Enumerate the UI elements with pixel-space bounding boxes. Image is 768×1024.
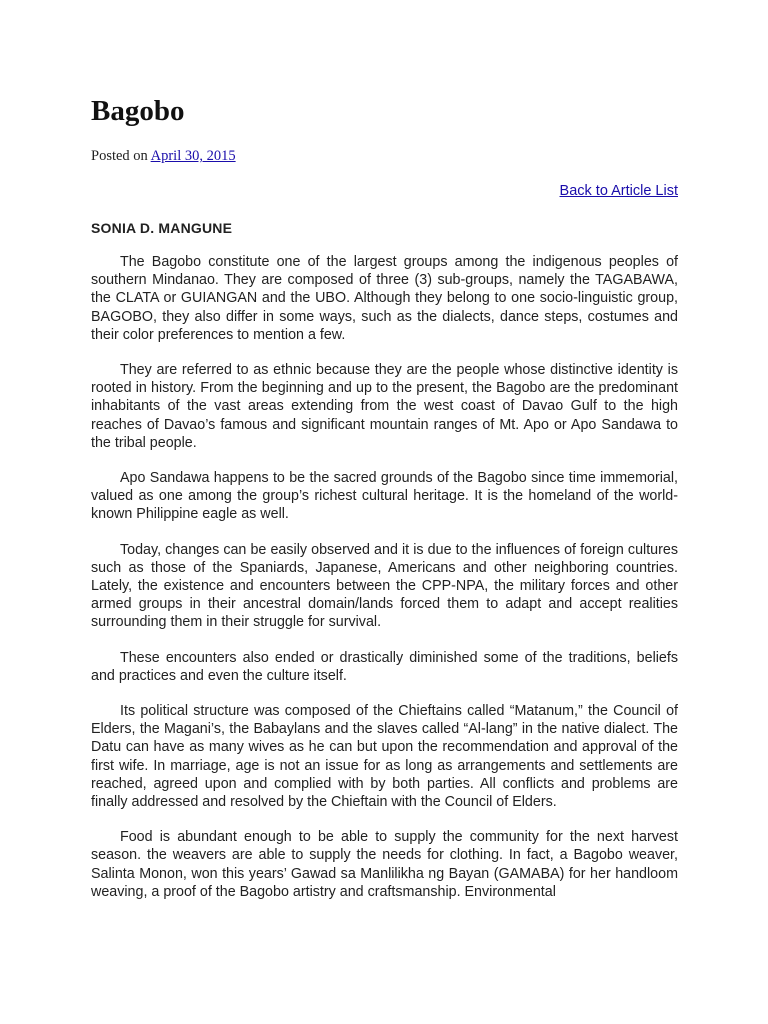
posted-on (91, 147, 236, 165)
posted-date-link[interactable]: April 30, 2015 (150, 148, 236, 164)
article-title: Bagobo (91, 95, 185, 127)
paragraph: These encounters also ended or drastically diminished some of the traditions, beliefs and practices and even the culture itself. (91, 649, 678, 684)
article-body (91, 253, 678, 918)
posted-label: Posted on (91, 148, 148, 164)
author-name: SONIA D. MANGUNE (91, 220, 233, 236)
paragraph: The Bagobo constitute one of the largest groups among the indigenous peoples of southern Mindanao. They are composed of three (3) sub-groups, namely the TAGABAWA, the CLATA or GUIANGAN and the UBO. Although they belong to one socio-linguistic group, BAGOBO, they also differ in some ways, such as the dialects, dance steps, costumes and their color preferences to mention a few. (91, 254, 678, 343)
paragraph: Its political structure was composed of the Chieftains called “Matanum,” the Council of Elders, the Magani’s, the Babaylans and the slaves called “Al-lang” in the native dialect. The Datu can have as many wives as he can but upon the recommendation and approval of the first wife. In marriage, age is not an issue for as long as arrangements and settlements are reached, agreed upon and complied with by both parties. All conflicts and problems are finally addressed and resolved by the Chieftain with the Council of Elders. (91, 703, 678, 811)
paragraph: Food is abundant enough to be able to supply the community for the next harvest season. the weavers are able to supply the needs for clothing. In fact, a Bagobo weaver, Salinta Monon, won this years’ Gawad sa Manlilikha ng Bayan (GAMABA) for her handloom weaving, a proof of the Bagobo artistry and craftsmanship. Environmental (91, 829, 678, 900)
paragraph: Today, changes can be easily observed and it is due to the influences of foreign cultures such as those of the Spaniards, Japanese, Americans and other neighboring countries. Lately, the existence and encounters between the CPP-NPA, the military forces and other armed groups in their ancestral domain/lands forced them to adapt and accept realities surrounding them in their struggle for survival. (91, 541, 678, 631)
paragraph: They are referred to as ethnic because they are the people whose distinctive identity is rooted in history. From the beginning and up to the present, the Bagobo are the predominant inhabitants of the vast areas extending from the west coast of Davao Gulf to the high reaches of Davao’s famous and significant mountain ranges of Mt. Apo or Apo Sandawa to the tribal people. (91, 362, 678, 451)
paragraph: Apo Sandawa happens to be the sacred grounds of the Bagobo since time immemorial, valued as one among the group’s richest cultural heritage. It is the homeland of the world-known Philippine eagle as well. (91, 470, 678, 523)
back-to-article-list-link[interactable]: Back to Article List (559, 183, 678, 199)
